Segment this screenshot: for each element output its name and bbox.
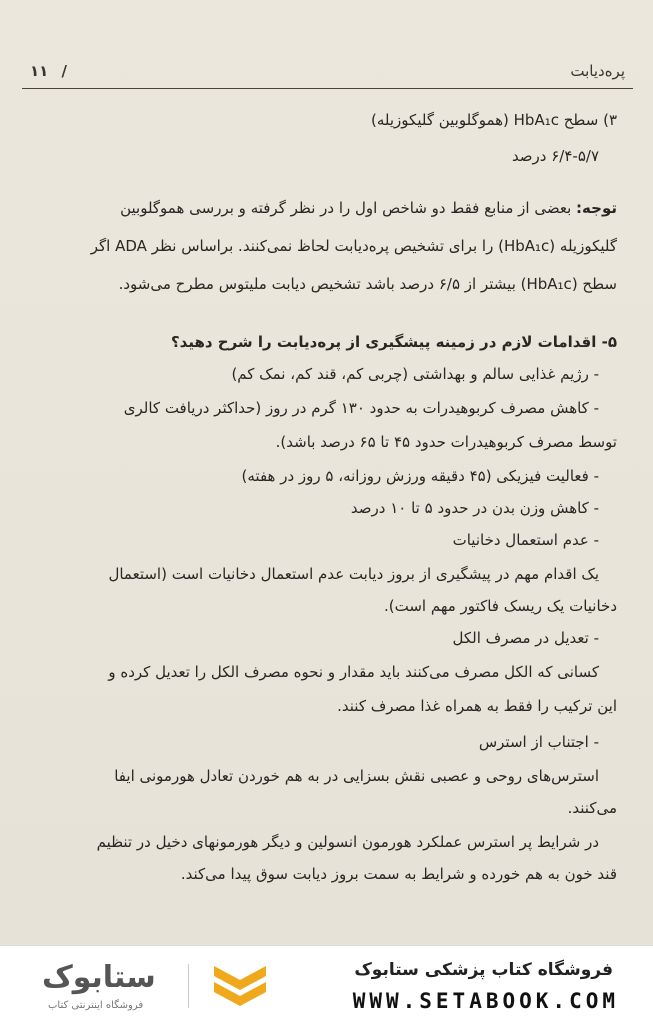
- answer-smoking: - عدم استعمال دخانیات: [452, 531, 599, 549]
- note-line2: گلیکوزیله (HbA₁c) را برای تشخیص پره‌دیابت لحاظ نمی‌کنند. براساس نظر ADA اگر: [90, 237, 617, 255]
- insulin-para-line2: قند خون به هم خورده و شرایط به سمت بروز دیابت سوق پیدا می‌کند.: [180, 865, 617, 883]
- note-line3: سطح (HbA₁c) بیشتر از ۶/۵ درصد باشد تشخیص دیابت ملیتوس مطرح می‌شود.: [118, 275, 617, 293]
- answer-diet: - رژیم غذایی سالم و بهداشتی (چربی کم، قند کم، نمک کم): [231, 365, 599, 383]
- item3-line1: ۳) سطح HbA₁c (هموگلوبین گلیکوزیله): [371, 111, 617, 129]
- page-header: [30, 58, 625, 84]
- item3-line2: ۶/۴-۵/۷ درصد: [511, 147, 599, 165]
- store-name: فروشگاه کتاب پزشکی ستابوک: [354, 960, 613, 980]
- page-body: [36, 104, 617, 888]
- answer-activity: - فعالیت فیزیکی (۴۵ دقیقه ورزش روزانه، ۵ روز در هفته): [241, 467, 599, 485]
- logo-tagline: فروشگاه اینترنتی کتاب: [48, 1000, 144, 1011]
- note-line1: [36, 194, 617, 222]
- question-5: ۵- اقدامات لازم در زمینه پیشگیری از پره‌دیابت را شرح دهید؟: [170, 333, 617, 351]
- logo-wordmark: ستابوک: [42, 960, 156, 995]
- note-text1: بعضی از منابع فقط دو شاخص اول را در نظر گرفته و بررسی هموگلوبین: [120, 199, 577, 217]
- page-number-group: [30, 62, 67, 80]
- smoking-para-line1: یک اقدام مهم در پیشگیری از بروز دیابت عدم استعمال دخانیات است (استعمال: [108, 565, 599, 583]
- header-separator: /: [61, 62, 68, 80]
- store-logo: [30, 954, 270, 1018]
- logo-divider: [188, 964, 189, 1008]
- header-divider: [22, 88, 633, 89]
- smoking-para-line2: دخانیات یک ریسک فاکتور مهم است).: [384, 597, 617, 615]
- running-title: پره‌دیابت: [570, 62, 625, 80]
- stress-para-line1: استرس‌های روحی و عصبی نقش بسزایی در به هم خوردن تعادل هورمونی ایفا: [114, 767, 599, 785]
- store-footer-banner: [0, 945, 653, 1025]
- answer-carb-line2: توسط مصرف کربوهیدرات حدود ۴۵ تا ۶۵ درصد باشد).: [275, 433, 617, 451]
- answer-weight: - کاهش وزن بدن در حدود ۵ تا ۱۰ درصد: [350, 499, 599, 517]
- answer-alcohol: - تعدیل در مصرف الکل: [452, 629, 599, 647]
- note-label: توجه:: [576, 199, 617, 217]
- answer-carb-line1: - کاهش مصرف کربوهیدرات به حدود ۱۳۰ گرم در روز (حداکثر دریافت کالری: [123, 399, 599, 417]
- insulin-para-line1: در شرایط پر استرس عملکرد هورمون انسولین و دیگر هورمونهای دخیل در تنظیم: [96, 833, 599, 851]
- alcohol-para-line1: کسانی که الکل مصرف می‌کنند باید مقدار و نحوه مصرف الکل را تعدیل کرده و: [108, 663, 599, 681]
- answer-stress: - اجتناب از استرس: [478, 733, 599, 751]
- stress-para-line2: می‌کنند.: [567, 799, 617, 817]
- page-number: ۱۱: [30, 62, 49, 80]
- book-chevron-icon: [210, 960, 270, 1010]
- store-url[interactable]: WWW.SETABOOK.COM: [352, 989, 619, 1013]
- alcohol-para-line2: این ترکیب را فقط به همراه غذا مصرف کنند.: [337, 697, 617, 715]
